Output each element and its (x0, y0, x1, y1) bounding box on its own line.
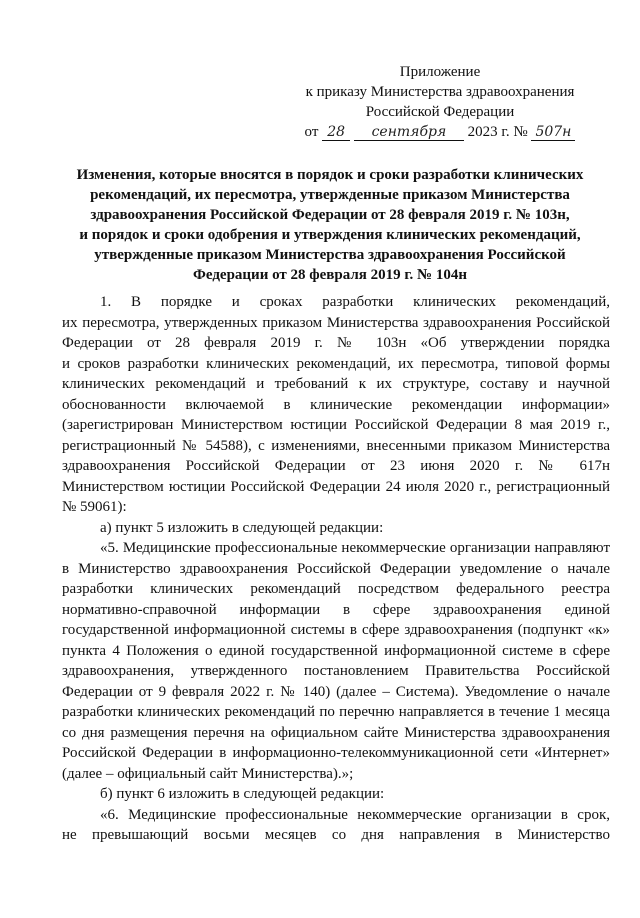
handwritten-day: 28 (322, 124, 350, 141)
body-line: Федерации от 28 февраля 2019 г. № 103н «Об утверждении порядка (62, 335, 610, 351)
body-line: «6. Медицинские профессиональные некоммерческие организации в срок, (100, 806, 610, 823)
body-line: клинических рекомендаций и требований к их структуре, составу и научной (62, 376, 610, 392)
date-prefix: от (304, 124, 319, 140)
body-line: в Министерство здравоохранения Российской Федерации уведомление о начале (62, 560, 610, 577)
body-line: и сроков разработки клинических рекомендаций, их пересмотра, типовой формы (62, 355, 610, 372)
title-line: здравоохранения Российской Федерации от 28 февраля 2019 г. № 103н, (90, 207, 570, 223)
appendix-title: Приложение (399, 64, 481, 80)
body-line: 1. В порядке и сроках разработки клинических рекомендаций, (100, 294, 610, 310)
appendix-line-1: к приказу Министерства здравоохранения (305, 84, 575, 100)
title-line: и порядок и сроки одобрения и утверждения клинических рекомендаций, (79, 227, 581, 243)
body-line: регистрационный № 54588), с изменениями, внесенными приказом Министерства (62, 437, 610, 454)
body-line: государственной информационной системы в сфере здравоохранения (подпункт «к» (62, 622, 610, 638)
body-line: их пересмотра, утвержденных приказом Министерства здравоохранения Российской (62, 314, 610, 331)
appendix-header (280, 62, 600, 142)
body-line: со дня размещения перечня на официальном сайте Министерства здравоохранения (62, 724, 610, 741)
body-line: здравоохранения Российской Федерации от 23 июня 2020 г. № 617н (62, 458, 610, 474)
body-line: Федерации от 9 февраля 2022 г. № 140) (далее – Система). Уведомление о начале (62, 683, 610, 700)
body-line: № 59061): (62, 499, 127, 515)
title-line: Федерации от 28 февраля 2019 г. № 104н (192, 267, 467, 283)
body-line: Министерством юстиции Российской Федерации 24 июля 2020 г., регистрационный (62, 478, 610, 495)
date-year: 2023 г. № (467, 124, 528, 140)
body-line: б) пункт 6 изложить в следующей редакции: (100, 786, 385, 802)
body-line: здравоохранения, утвержденного постановлением Правительства Российской (62, 663, 610, 679)
handwritten-month: сентября (354, 124, 464, 141)
body-line: (зарегистрирован Министерством юстиции Российской Федерации 8 мая 2019 г., (62, 417, 610, 433)
body-line: разработки клинических рекомендаций по перечню направляется в течение 1 месяца (62, 704, 610, 720)
document-body (62, 292, 610, 846)
document-title (60, 165, 600, 285)
title-line: Изменения, которые вносятся в порядок и сроки разработки клинических (76, 167, 584, 183)
body-line: (далее – официальный сайт Министерства).»; (62, 765, 354, 782)
title-line: рекомендаций, их пересмотра, утвержденные приказом Министерства (90, 187, 570, 203)
title-line: утвержденные приказом Министерства здравоохранения Российской (94, 247, 566, 263)
appendix-date-row (280, 122, 600, 142)
body-line: обоснованности включаемой в клинические рекомендации информации» (62, 396, 610, 413)
body-line: нормативно-справочной информации в сфере здравоохранения единой (62, 601, 610, 618)
body-line: разработки клинических рекомендаций посредством федерального реестра (62, 581, 610, 597)
body-line: не превышающий восьми месяцев со дня направления в Министерство (62, 827, 610, 843)
appendix-line-2: Российской Федерации (365, 104, 515, 120)
handwritten-number: 507н (531, 124, 575, 141)
body-line: Российской Федерации в информационно-телекоммуникационной сети «Интернет» (62, 745, 610, 761)
body-line: пункта 4 Положения о единой государственной информационной системе в сфере (62, 642, 610, 659)
body-line: «5. Медицинские профессиональные некоммерческие организации направляют (100, 540, 610, 556)
body-line: а) пункт 5 изложить в следующей редакции: (100, 519, 384, 536)
